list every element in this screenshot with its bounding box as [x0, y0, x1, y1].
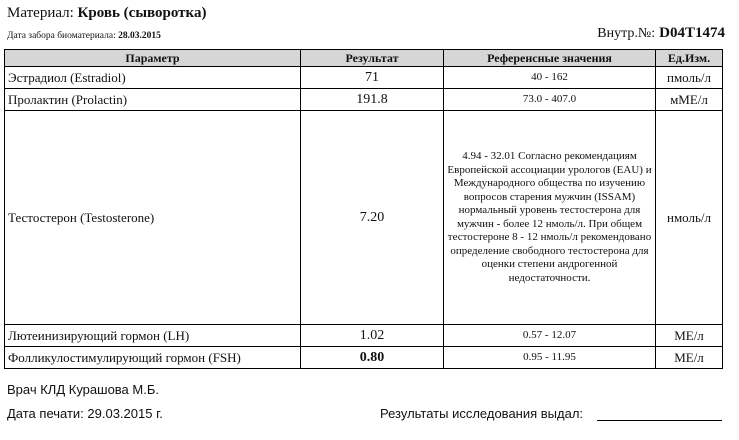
table-header-row	[5, 50, 723, 67]
reference-cell: 73.0 - 407.0	[444, 89, 656, 111]
reference-cell: 0.57 - 12.07	[444, 325, 656, 347]
parameter-cell: Лютеинизирующий гормон (LH)	[5, 325, 301, 347]
sample-date-line	[7, 31, 161, 41]
material-value: Кровь (сыворотка)	[77, 5, 207, 21]
results-table	[4, 49, 723, 369]
result-cell: 7.20	[301, 111, 444, 325]
sample-date-value: 28.03.2015	[118, 31, 161, 41]
signature-line	[597, 420, 722, 421]
material-line	[7, 5, 206, 22]
reference-cell: 0.95 - 11.95	[444, 347, 656, 369]
print-date: Дата печати: 29.03.2015 г.	[7, 406, 163, 421]
result-cell: 71	[301, 67, 444, 89]
column-header-parameter: Параметр	[5, 50, 301, 67]
result-cell: 191.8	[301, 89, 444, 111]
unit-cell: МЕ/л	[656, 325, 723, 347]
table-row-fsh	[5, 347, 723, 369]
doctor-name: Врач КЛД Курашова М.Б.	[7, 382, 159, 397]
parameter-cell: Эстрадиол (Estradiol)	[5, 67, 301, 89]
material-label: Материал:	[7, 5, 74, 21]
column-header-unit: Ед.Изм.	[656, 50, 723, 67]
table-row-estradiol	[5, 67, 723, 89]
table-row-prolactin	[5, 89, 723, 111]
results-issued-label: Результаты исследования выдал:	[380, 406, 584, 421]
table-row-testosterone	[5, 111, 723, 325]
internal-number-label: Внутр.№:	[597, 26, 656, 41]
internal-number-value: D04T1474	[659, 25, 725, 41]
parameter-cell: Тестостерон (Testosterone)	[5, 111, 301, 325]
unit-cell: пмоль/л	[656, 67, 723, 89]
result-cell: 0.80	[301, 347, 444, 369]
unit-cell: МЕ/л	[656, 347, 723, 369]
table-row-lh	[5, 325, 723, 347]
reference-cell: 4.94 - 32.01 Согласно рекомендациям Европейской ассоциации урологов (EAU) и Международного общества по изучению вопросов старения мужчин (ISSAM) нормальный уровень тестостерона для мужчин - более 12 нмоль/л. При общем тестостероне 8 - 12 нмоль/л рекомендовано определение свободного тестостерона для оценки степени андрогенной недостаточности.	[444, 111, 656, 325]
unit-cell: мМЕ/л	[656, 89, 723, 111]
result-cell: 1.02	[301, 325, 444, 347]
parameter-cell: Пролактин (Prolactin)	[5, 89, 301, 111]
sample-date-label: Дата забора биоматериала:	[7, 31, 116, 41]
column-header-reference: Референсные значения	[444, 50, 656, 67]
reference-cell: 40 - 162	[444, 67, 656, 89]
internal-number	[597, 25, 725, 42]
unit-cell: нмоль/л	[656, 111, 723, 325]
parameter-cell: Фолликулостимулирующий гормон (FSH)	[5, 347, 301, 369]
column-header-result: Результат	[301, 50, 444, 67]
